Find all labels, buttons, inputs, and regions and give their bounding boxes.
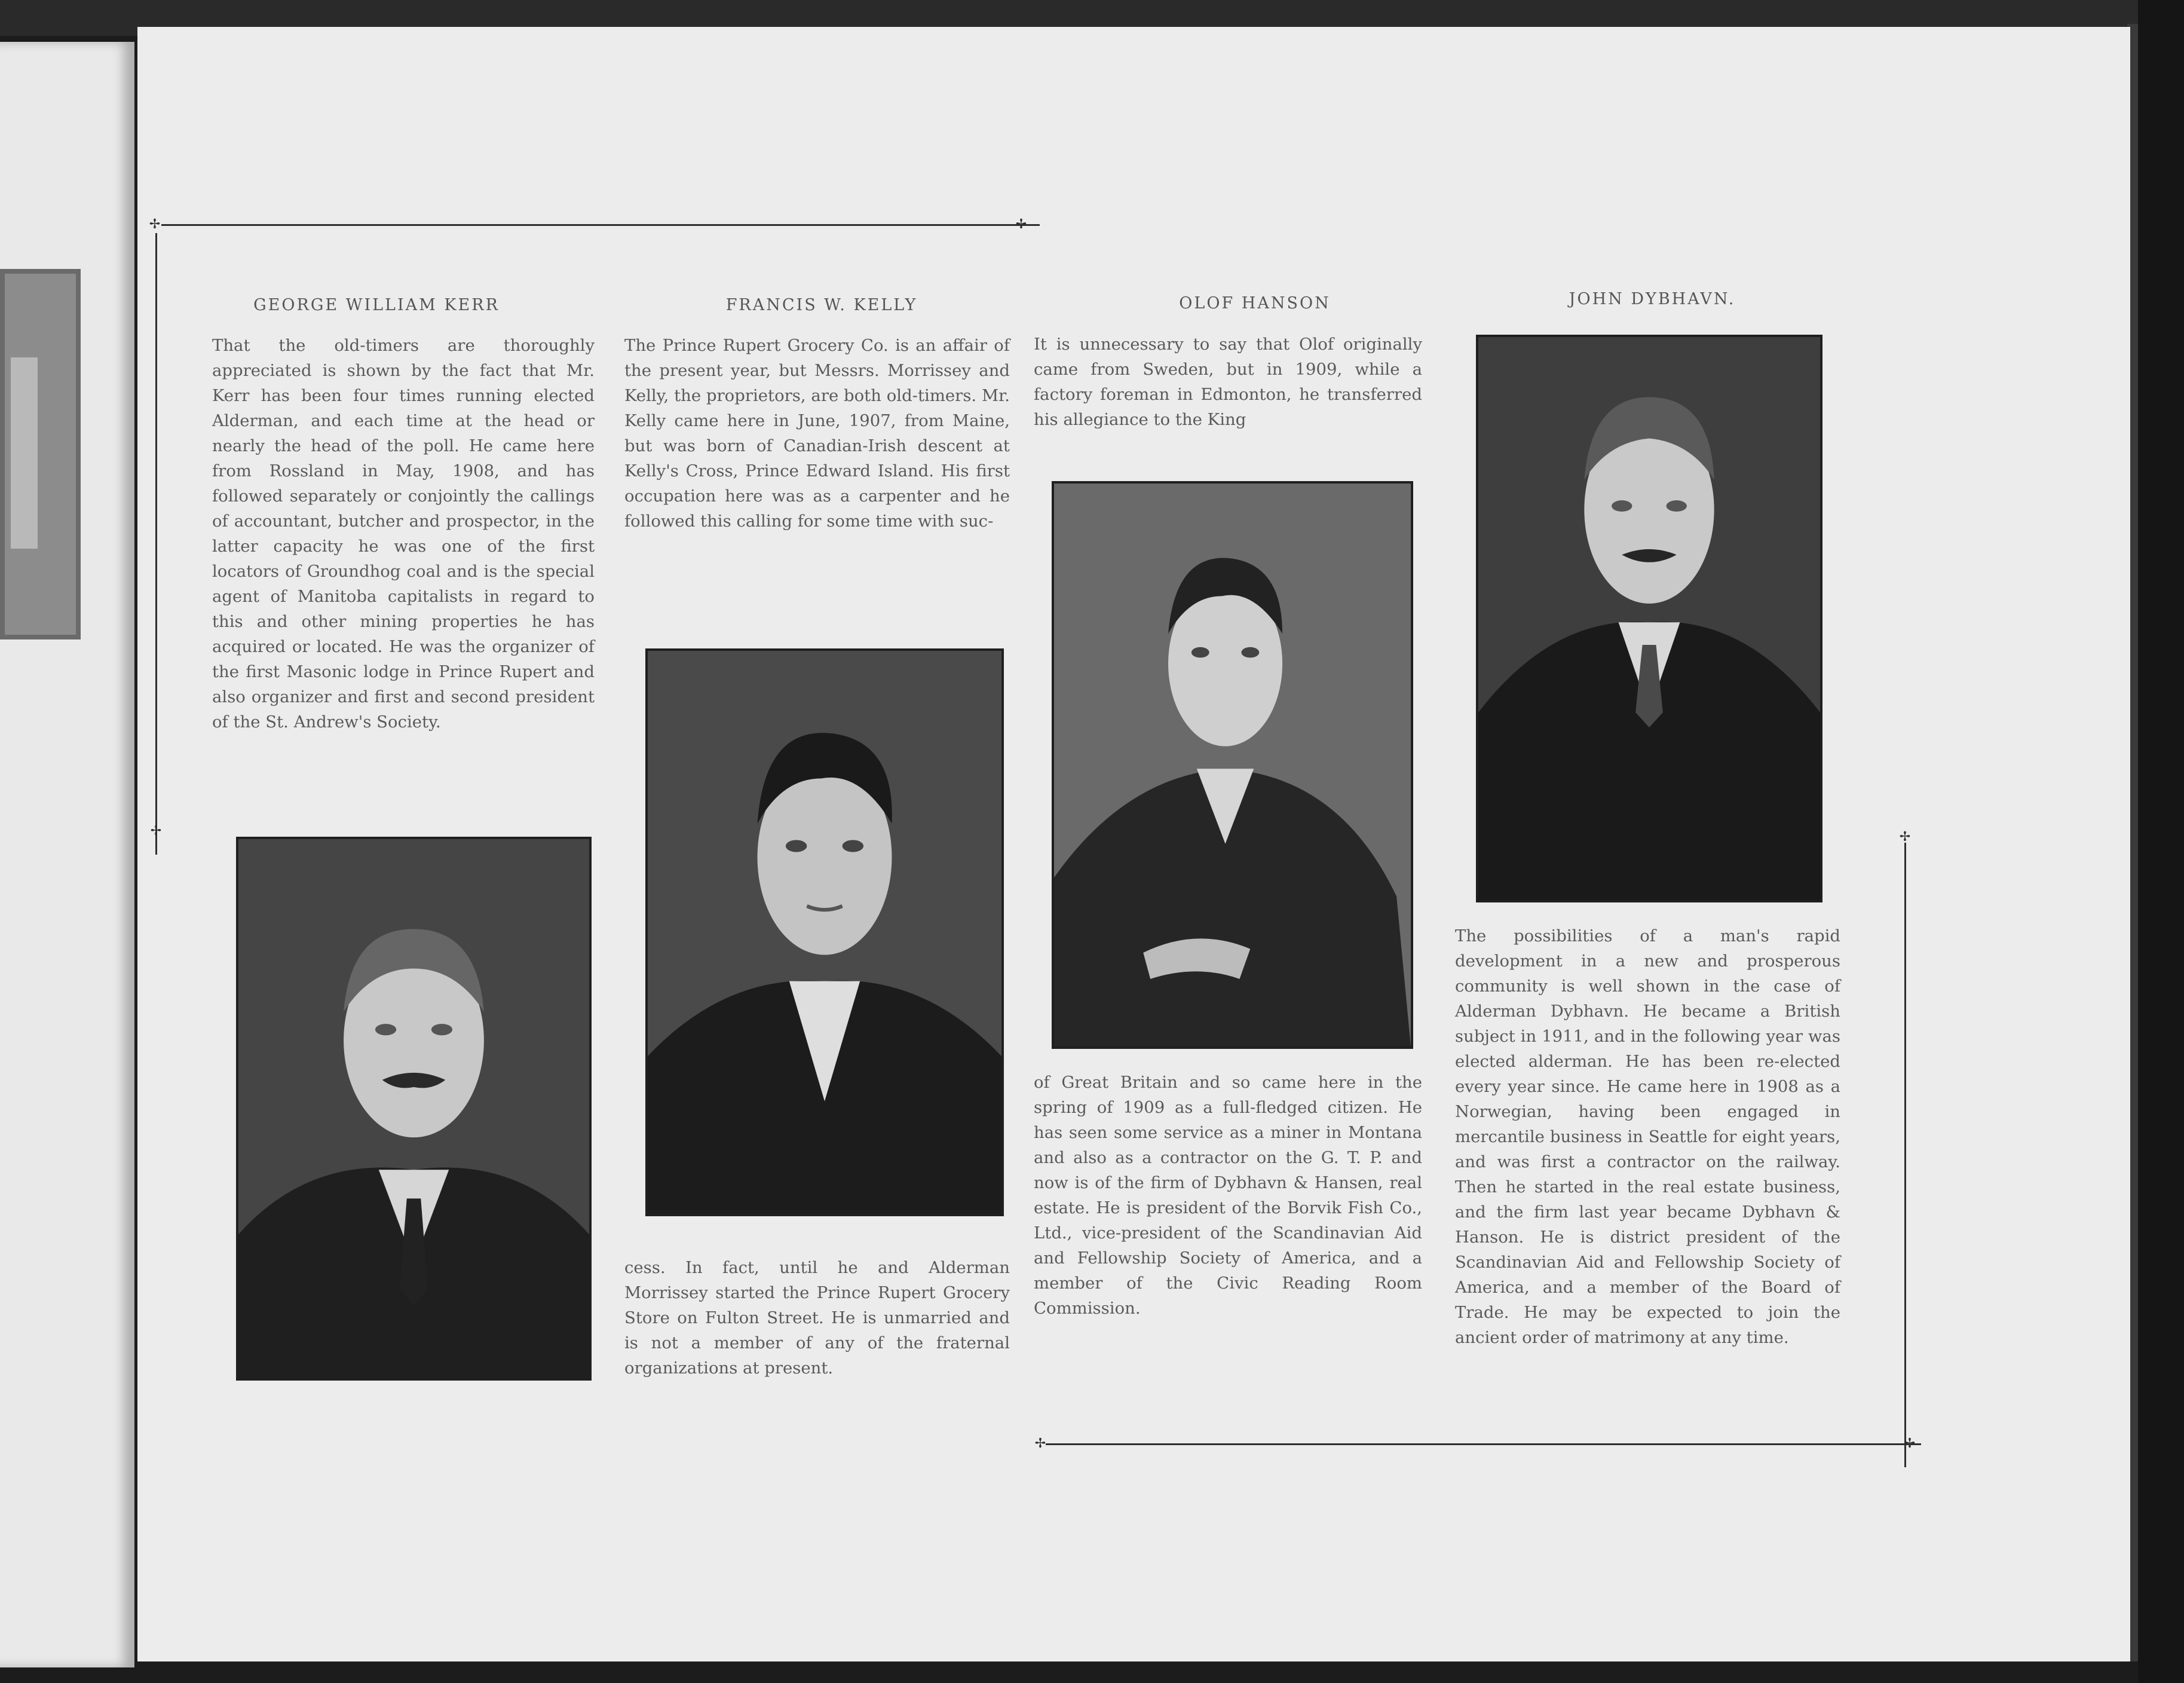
- ornament-top-left: ✢: [149, 217, 161, 232]
- heading-hanson: OLOF HANSON: [1179, 294, 1331, 313]
- bio-kerr: That the old-timers are thoroughly appreciated is shown by the fact that Mr. Kerr has been four times running elected Alderman, and each time at the head or nearly the head of the poll. He came here from Rossland in May, 1908, and has followed separately or conjointly the callings of accountant, butcher and prospector, in the latter capacity he was one of the first locators of Groundhog coal and is the special agent of Manitoba capitalists in regard to this and other mining properties he has acquired or located. He was the organizer of the first Masonic lodge in Prince Rupert and also organizer and first and second president of the St. Andrew's Society.: [212, 336, 595, 732]
- left-rule: [155, 233, 157, 855]
- portrait-kelly: [645, 648, 1004, 1216]
- ornament-left-bottom: ✢: [150, 824, 162, 839]
- ornament-top-right: ✢: [1015, 217, 1027, 232]
- bottom-rule: [1046, 1443, 1921, 1445]
- ornament-bottom-left: ✢: [1034, 1436, 1046, 1451]
- bio-kelly-bottom: cess. In fact, until he and Alderman Morrissey started the Prince Rupert Grocery Store on Fulton Street. He is unmarried and is not a member of any of the fraternal organizations at present.: [624, 1258, 1010, 1378]
- previous-page-photo: [0, 269, 81, 639]
- bio-hanson-bottom: of Great Britain and so came here in the spring of 1909 as a full-fledged citizen. He has seen some service as a miner in Montana and also as a contractor on the G. T. P. and now is of the firm of Dybhavn & Hansen, real estate. He is president of the Borvik Fish Co., Ltd., vice-president of the Scandinavian Aid and Fellowship Society of America, and a member of the Civic Reading Room Commission.: [1034, 1073, 1422, 1318]
- scan-right-margin: [2138, 0, 2184, 1683]
- ornament-right-top: ✢: [1899, 830, 1911, 844]
- ornament-bottom-right: ✢: [1904, 1436, 1916, 1451]
- bio-kelly-top: The Prince Rupert Grocery Co. is an affair of the present year, but Messrs. Morrissey and Kelly, the proprietors, are both old-timers. Mr. Kelly came here in June, 1907, from Maine, but was born of Canadian-Irish descent at Kelly's Cross, Prince Edward Island. His first occupation here was as a carpenter and he followed this calling for some time with suc-: [624, 336, 1010, 531]
- top-rule: [161, 224, 1040, 226]
- heading-kelly: FRANCIS W. KELLY: [725, 296, 918, 314]
- heading-dybhavn: JOHN DYBHAVN.: [1569, 290, 1736, 308]
- newspaper-page: [137, 27, 2130, 1661]
- portrait-dybhavn: [1476, 335, 1822, 902]
- bio-hanson-top: It is unnecessary to say that Olof originally came from Sweden, but in 1909, while a factory foreman in Edmonton, he transferred his allegiance to the King: [1034, 335, 1422, 429]
- right-rule: [1904, 843, 1906, 1467]
- previous-page-edge: [0, 42, 134, 1667]
- heading-kerr: GEORGE WILLIAM KERR: [253, 296, 500, 314]
- portrait-hanson: [1052, 481, 1413, 1049]
- bio-dybhavn: The possibilities of a man's rapid development in a new and prosperous community is well shown in the case of Alderman Dybhavn. He became a British subject in 1911, and in the following year was elected alderman. He has been re-elected every year since. He came here in 1908 as a Norwegian, having been engaged in mercantile business in Seattle for eight years, and was first a contractor on the railway. Then he started in the real estate business, and the firm last year became Dybhavn & Hanson. He is district president of the Scandinavian Aid and Fellowship Society of America, and a member of the Board of Trade. He may be expected to join the ancient order of matrimony at any time.: [1455, 926, 1840, 1347]
- portrait-kerr: [236, 837, 592, 1381]
